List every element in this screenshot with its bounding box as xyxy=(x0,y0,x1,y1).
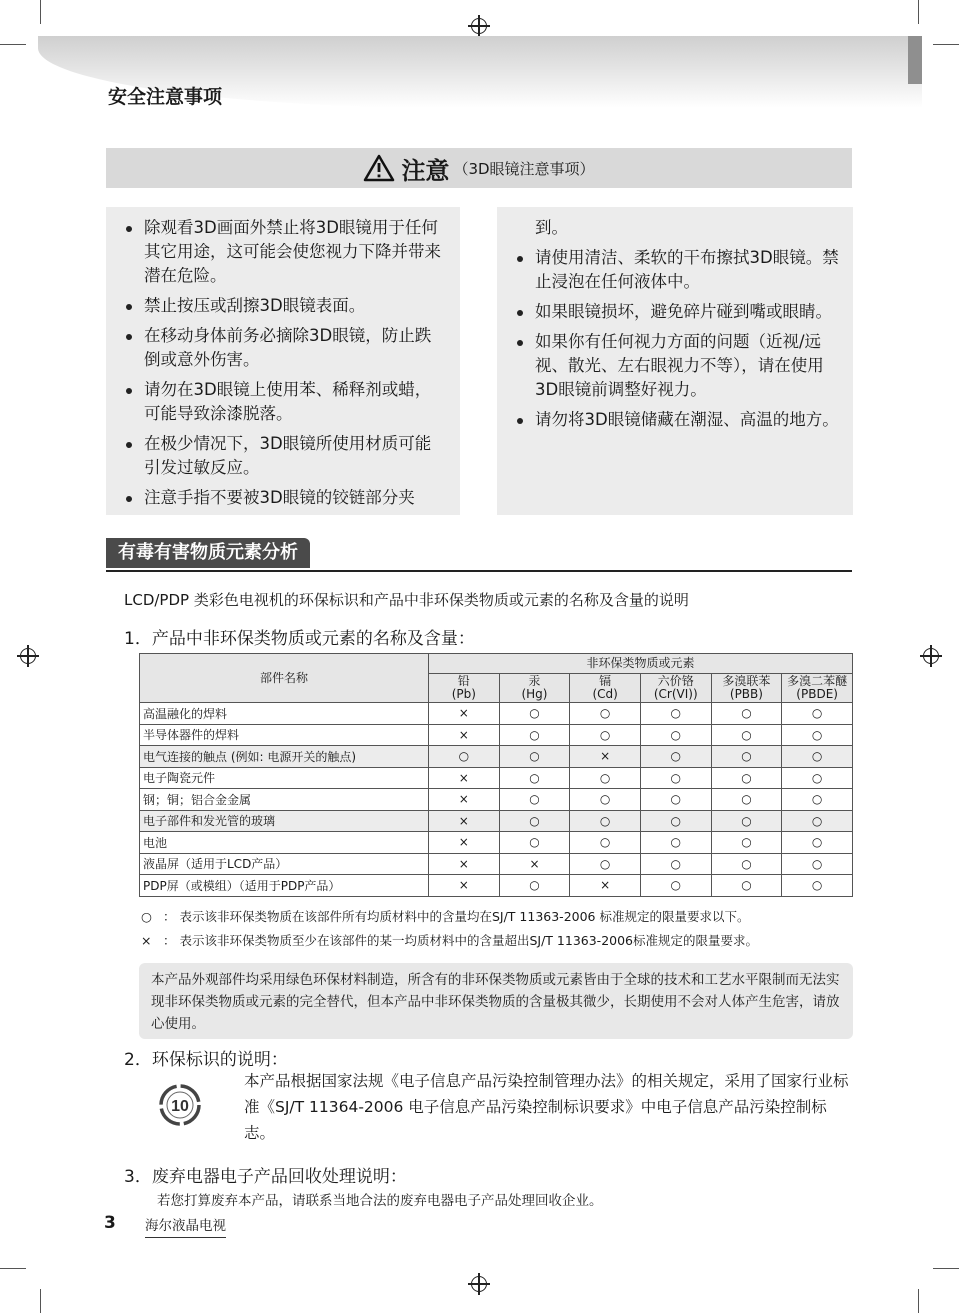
substance-status-cell: ○ xyxy=(640,832,711,854)
environmental-protection-10-icon xyxy=(157,1082,203,1128)
substance-column-header xyxy=(570,674,641,703)
caution-item xyxy=(120,216,446,288)
substance-status-cell: ○ xyxy=(499,789,570,811)
substance-status-cell: × xyxy=(428,853,499,875)
bullet-icon xyxy=(126,496,132,502)
caution-panel-left xyxy=(106,207,460,515)
substance-status-cell: ○ xyxy=(640,853,711,875)
table-row xyxy=(140,875,853,897)
caution-item-text: 除观看3D画面外禁止将3D眼镜用于任何其它用途，这可能会使您视力下降并带来潜在危险。 xyxy=(144,218,441,285)
caution-item xyxy=(120,324,446,372)
substance-symbol: (PBDE) xyxy=(796,687,838,701)
crop-mark xyxy=(40,1289,41,1313)
substance-status-cell: ○ xyxy=(782,746,853,768)
eco-note-box: 本产品外观部件均采用绿色环保材料制造，所含有的非环保类物质或元素皆由于全球的技术和工艺水平限制而无法实现非环保类物质或元素的完全替代，但本产品中非环保类物质的含量极其微少，长期使用不会对人体产生危害，请放心使用。 xyxy=(139,963,853,1039)
caution-list-left xyxy=(120,216,446,510)
part-name-cell: 液晶屏（适用于LCD产品） xyxy=(140,853,429,875)
substance-status-cell: ○ xyxy=(711,703,782,725)
caution-list-right xyxy=(511,246,839,432)
part-name-cell: 电子陶瓷元件 xyxy=(140,767,429,789)
substance-group-header: 非环保类物质或元素 xyxy=(428,654,852,674)
part-name-cell: 高温融化的焊料 xyxy=(140,703,429,725)
substance-status-cell: × xyxy=(428,810,499,832)
part-name-cell: 钢；铜；铝合金金属 xyxy=(140,789,429,811)
registration-mark-icon xyxy=(471,1276,487,1292)
crop-mark xyxy=(918,1289,919,1313)
substance-status-cell: ○ xyxy=(711,789,782,811)
table-row xyxy=(140,703,853,725)
substance-status-cell: ○ xyxy=(499,832,570,854)
substance-table xyxy=(139,653,853,897)
substance-symbol: (Hg) xyxy=(521,687,548,701)
caution-item xyxy=(120,294,446,318)
table-row xyxy=(140,810,853,832)
caution-item xyxy=(511,330,839,402)
substance-status-cell: × xyxy=(570,746,641,768)
substance-status-cell: ○ xyxy=(711,875,782,897)
warning-triangle-icon xyxy=(363,154,395,182)
bullet-icon xyxy=(517,340,523,346)
bullet-icon xyxy=(517,256,523,262)
part-name-cell: 半导体器件的焊料 xyxy=(140,724,429,746)
substance-status-cell: ○ xyxy=(570,810,641,832)
substance-column-header xyxy=(499,674,570,703)
substance-name: 多溴联苯 xyxy=(722,674,771,688)
substance-status-cell: ○ xyxy=(570,767,641,789)
caution-continuation: 到。 xyxy=(535,218,568,237)
legend-line xyxy=(141,931,758,949)
bullet-icon xyxy=(126,388,132,394)
crop-mark xyxy=(40,0,41,24)
substance-status-cell: × xyxy=(428,832,499,854)
substance-status-cell: × xyxy=(428,703,499,725)
caution-item xyxy=(120,486,446,510)
substance-column-header xyxy=(711,674,782,703)
registration-mark-icon xyxy=(20,648,36,664)
substance-status-cell: × xyxy=(428,789,499,811)
caution-subheading: （3D眼镜注意事项） xyxy=(453,159,595,178)
substance-status-cell: × xyxy=(570,875,641,897)
substance-symbol: (Cd) xyxy=(592,687,618,701)
substance-status-cell: ○ xyxy=(782,767,853,789)
substance-status-cell: ○ xyxy=(782,789,853,811)
section-3-title: 3．废弃电器电子产品回收处理说明： xyxy=(124,1167,407,1187)
substance-status-cell: ○ xyxy=(782,832,853,854)
eco-logo-number: 10 xyxy=(171,1098,189,1115)
substance-status-cell: ○ xyxy=(640,789,711,811)
substance-status-cell: ○ xyxy=(640,875,711,897)
substance-status-cell: ○ xyxy=(570,724,641,746)
substance-status-cell: ○ xyxy=(499,703,570,725)
substance-status-cell: × xyxy=(428,875,499,897)
substance-symbol: (Cr(VI)) xyxy=(653,687,698,701)
caution-item xyxy=(511,408,839,432)
caution-banner xyxy=(106,148,852,188)
substance-status-cell: ○ xyxy=(499,724,570,746)
header-tab xyxy=(908,36,922,84)
bullet-icon xyxy=(126,442,132,448)
crop-mark xyxy=(0,44,26,45)
page-number: 3 xyxy=(104,1213,116,1233)
substance-status-cell: ○ xyxy=(711,832,782,854)
substance-status-cell: ○ xyxy=(428,746,499,768)
part-name-cell: 电池 xyxy=(140,832,429,854)
substance-status-cell: ○ xyxy=(711,853,782,875)
section-1-title: 1．产品中非环保类物质或元素的名称及含量： xyxy=(124,629,475,649)
substance-status-cell: ○ xyxy=(711,724,782,746)
substance-status-cell: ○ xyxy=(570,789,641,811)
substance-status-cell: × xyxy=(428,767,499,789)
substance-column-header xyxy=(428,674,499,703)
table-row xyxy=(140,832,853,854)
caution-item-text: 禁止按压或刮擦3D眼镜表面。 xyxy=(144,296,366,315)
bullet-icon xyxy=(126,304,132,310)
hazard-intro: LCD/PDP 类彩色电视机的环保标识和产品中非环保类物质或元素的名称及含量的说明 xyxy=(124,591,689,609)
substance-status-cell: ○ xyxy=(782,875,853,897)
page-title: 安全注意事项 xyxy=(108,86,223,108)
eco-label-description: 本产品根据国家法规《电子信息产品污染控制管理办法》的相关规定，采用了国家行业标准《SJ/T 11364-2006 电子信息产品污染控制标识要求》中电子信息产品污染控制标志。 xyxy=(244,1072,849,1142)
caution-item xyxy=(120,378,446,426)
substance-status-cell: ○ xyxy=(640,767,711,789)
substance-status-cell: ○ xyxy=(640,703,711,725)
bullet-icon xyxy=(517,418,523,424)
caution-item-text: 在极少情况下，3D眼镜所使用材质可能引发过敏反应。 xyxy=(144,434,432,477)
registration-mark-icon xyxy=(923,648,939,664)
hazard-section-heading: 有毒有害物质元素分析 xyxy=(106,538,310,568)
bullet-icon xyxy=(517,310,523,316)
substance-status-cell: ○ xyxy=(711,767,782,789)
substance-symbol: (Pb) xyxy=(451,687,476,701)
bullet-icon xyxy=(126,226,132,232)
table-row xyxy=(140,767,853,789)
crop-mark xyxy=(933,1268,959,1269)
recycle-instructions: 若您打算废弃本产品，请联系当地合法的废弃电器电子产品处理回收企业。 xyxy=(157,1193,603,1209)
substance-name: 镉 xyxy=(599,674,612,688)
substance-column-header xyxy=(640,674,711,703)
substance-status-cell: ○ xyxy=(711,746,782,768)
substance-status-cell: ○ xyxy=(499,746,570,768)
part-name-header: 部件名称 xyxy=(140,654,429,703)
legend-text: ： 表示该非环保类物质至少在该部件的某一均质材料中的含量超出SJ/T 11363-2006标准规定的限量要求。 xyxy=(163,933,759,948)
substance-status-cell: ○ xyxy=(782,724,853,746)
part-name-cell: PDP屏（或模组）（适用于PDP产品） xyxy=(140,875,429,897)
table-row xyxy=(140,724,853,746)
caution-item-text: 请勿将3D眼镜储藏在潮湿、高温的地方。 xyxy=(535,410,839,429)
caution-item-text: 请使用清洁、柔软的干布擦拭3D眼镜。禁止浸泡在任何液体中。 xyxy=(535,248,839,291)
substance-table-body xyxy=(140,703,853,897)
crop-mark xyxy=(0,1268,26,1269)
caution-heading: 注意 xyxy=(401,156,450,185)
substance-status-cell: ○ xyxy=(782,703,853,725)
part-name-cell: 电子部件和发光管的玻璃 xyxy=(140,810,429,832)
table-row xyxy=(140,746,853,768)
substance-name: 多溴二苯醚 xyxy=(787,674,848,688)
substance-status-cell: ○ xyxy=(782,853,853,875)
substance-name: 铅 xyxy=(457,674,470,688)
caution-item-text: 如果你有任何视力方面的问题（近视/远视、散光、左右眼视力不等），请在使用3D眼镜前调整好视力。 xyxy=(535,332,824,399)
legend-line xyxy=(141,907,749,925)
part-name-cell: 电气连接的触点 (例如: 电源开关的触点) xyxy=(140,746,429,768)
substance-status-cell: ○ xyxy=(499,875,570,897)
crop-mark xyxy=(918,0,919,24)
bullet-icon xyxy=(126,334,132,340)
substance-status-cell: × xyxy=(428,724,499,746)
crop-mark xyxy=(933,44,959,45)
legend-symbol: × xyxy=(141,933,152,948)
substance-status-cell: ○ xyxy=(640,746,711,768)
substance-status-cell: ○ xyxy=(570,853,641,875)
caution-item xyxy=(120,432,446,480)
legend-symbol: ○ xyxy=(141,909,152,924)
substance-status-cell: ○ xyxy=(711,810,782,832)
registration-mark-icon xyxy=(471,18,487,34)
divider xyxy=(106,570,852,572)
substance-name: 六价铬 xyxy=(657,674,694,688)
substance-status-cell: ○ xyxy=(499,767,570,789)
caution-item xyxy=(511,246,839,294)
substance-status-cell: ○ xyxy=(570,832,641,854)
substance-column-header xyxy=(782,674,853,703)
footer-brand: 海尔液晶电视 xyxy=(145,1214,226,1238)
table-row xyxy=(140,789,853,811)
legend-text: ： 表示该非环保类物质在该部件所有均质材料中的含量均在SJ/T 11363-2006 标准规定的限量要求以下。 xyxy=(163,909,750,924)
caution-panel-right xyxy=(497,207,853,515)
section-2-title: 2．环保标识的说明： xyxy=(124,1050,288,1070)
caution-item-text: 请勿在3D眼镜上使用苯、稀释剂或蜡，可能导致涂漆脱落。 xyxy=(144,380,432,423)
substance-status-cell: ○ xyxy=(782,810,853,832)
caution-item xyxy=(511,300,839,324)
caution-item-text: 如果眼镜损坏，避免碎片碰到嘴或眼睛。 xyxy=(535,302,832,321)
substance-symbol: (PBB) xyxy=(729,687,763,701)
caution-item-text: 注意手指不要被3D眼镜的铰链部分夹 xyxy=(144,488,415,507)
substance-name: 汞 xyxy=(528,674,541,688)
substance-status-cell: ○ xyxy=(499,810,570,832)
caution-item-text: 在移动身体前务必摘除3D眼镜，防止跌倒或意外伤害。 xyxy=(144,326,432,369)
substance-status-cell: ○ xyxy=(640,724,711,746)
substance-status-cell: × xyxy=(499,853,570,875)
substance-status-cell: ○ xyxy=(640,810,711,832)
table-row xyxy=(140,853,853,875)
substance-status-cell: ○ xyxy=(570,703,641,725)
